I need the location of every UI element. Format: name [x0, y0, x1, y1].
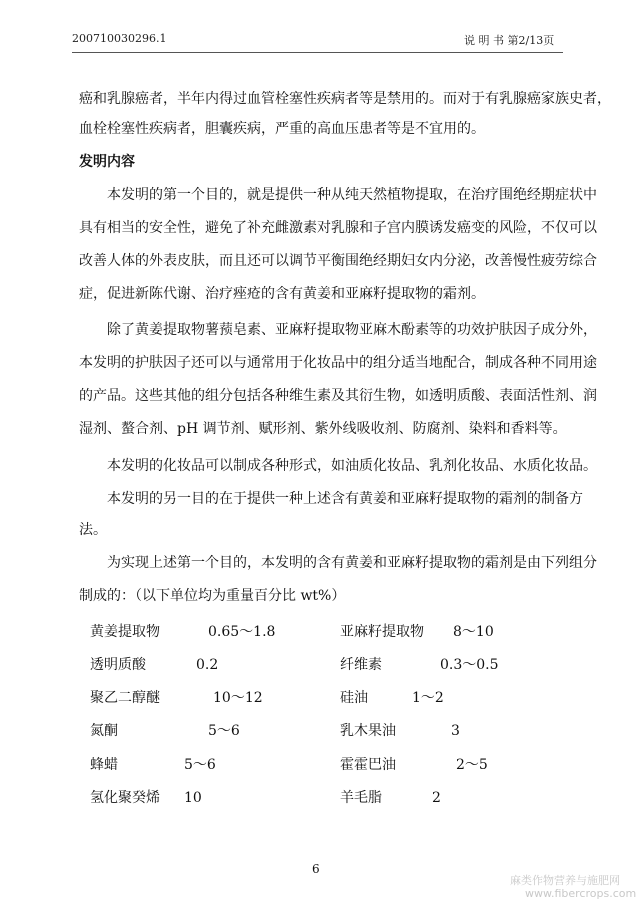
text-line: 症，促进新陈代谢、治疗痤疮的含有黄姜和亚麻籽提取物的霜剂。	[79, 286, 485, 302]
ingredient-name: 氢化聚癸烯	[90, 790, 160, 806]
text-line: 制成的：（以下单位均为重量百分比 wt%）	[79, 588, 346, 604]
ingredient-amount: 0.65～1.8	[208, 624, 276, 640]
text-line: 本发明的化妆品可以制成各种形式，如油质化妆品、乳剂化妆品、水质化妆品。	[107, 458, 597, 474]
ingredient-amount: 5～6	[184, 757, 216, 773]
section-heading: 发明内容	[79, 154, 135, 170]
ingredient-name: 黄姜提取物	[90, 624, 160, 640]
ingredient-amount: 2～5	[456, 757, 488, 773]
text-line: 血栓栓塞性疾病者，胆囊疾病，严重的高血压患者等是不宜用的。	[79, 121, 485, 137]
ingredient-amount: 0.3～0.5	[440, 657, 499, 673]
ingredient-name: 乳木果油	[340, 723, 396, 739]
text-line: 的产品。这些其他的组分包括各种维生素及其衍生物，如透明质酸、表面活性剂、润	[79, 388, 597, 404]
text-line: 湿剂、螯合剂、pH 调节剂、赋形剂、紫外线吸收剂、防腐剂、染料和香料等。	[79, 421, 567, 437]
ingredient-amount: 8～10	[453, 624, 494, 640]
text-line: 本发明的第一个目的，就是提供一种从纯天然植物提取，在治疗围绝经期症状中	[107, 187, 597, 203]
text-line: 具有相当的安全性，避免了补充雌激素对乳腺和子宫内膜诱发癌变的风险，不仅可以	[79, 220, 597, 236]
text-line: 法。	[79, 522, 107, 538]
ingredient-amount: 0.2	[196, 657, 219, 673]
ingredient-amount: 3	[451, 723, 460, 739]
ingredient-amount: 1～2	[412, 690, 444, 706]
ingredient-amount: 5～6	[208, 723, 240, 739]
ingredient-name: 霍霍巴油	[340, 757, 396, 773]
page-header-right: 说 明 书 第2/13页	[464, 34, 555, 47]
ingredient-name: 蜂蜡	[90, 757, 118, 773]
ingredient-name: 羊毛脂	[340, 790, 382, 806]
ingredient-amount: 2	[432, 790, 441, 806]
ingredient-name: 亚麻籽提取物	[340, 624, 424, 640]
ingredient-name: 纤维素	[340, 657, 382, 673]
page-number: 6	[312, 862, 320, 876]
text-line: 癌和乳腺癌者，半年内得过血管栓塞性疾病者等是禁用的。而对于有乳腺癌家族史者，	[79, 91, 611, 107]
text-line: 改善人体的外表皮肤，而且还可以调节平衡围绝经期妇女内分泌，改善慢性疲劳综合	[79, 253, 597, 269]
ingredient-name: 透明质酸	[90, 657, 146, 673]
ingredient-name: 氮酮	[90, 723, 118, 739]
text-line: 本发明的另一目的在于提供一种上述含有黄姜和亚麻籽提取物的霜剂的制备方	[107, 491, 583, 507]
watermark-text: 麻类作物营养与施肥网	[510, 874, 620, 887]
ingredient-amount: 10～12	[213, 690, 263, 706]
text-line: 为实现上述第一个目的，本发明的含有黄姜和亚麻籽提取物的霜剂是由下列组分	[107, 555, 597, 571]
header-rule	[72, 52, 563, 53]
ingredient-name: 聚乙二醇醚	[90, 690, 160, 706]
watermark-url: www.fibercrops.com	[525, 887, 636, 900]
text-line: 本发明的护肤因子还可以与通常用于化妆品中的组分适当地配合，制成各种不同用途	[79, 355, 597, 371]
ingredient-amount: 10	[184, 790, 202, 806]
ingredient-name: 硅油	[340, 690, 368, 706]
document-number: 200710030296.1	[72, 32, 167, 45]
text-line: 除了黄姜提取物薯蓣皂素、亚麻籽提取物亚麻木酚素等的功效护肤因子成分外，	[107, 322, 597, 338]
